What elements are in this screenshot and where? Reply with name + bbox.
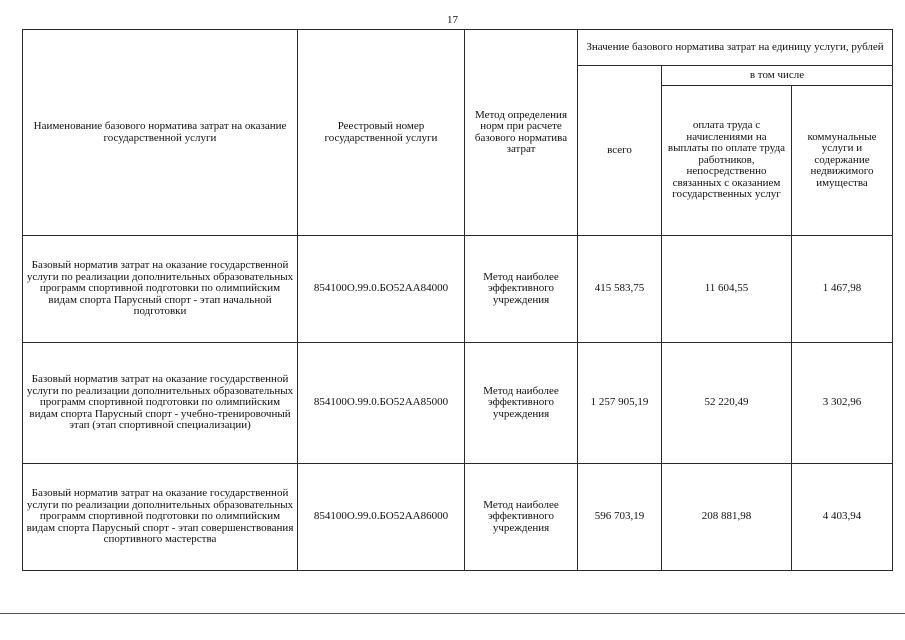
cell-method: Метод наиболее эффективного учреждения bbox=[465, 343, 578, 464]
cell-name: Базовый норматив затрат на оказание государственной услуги по реализации дополнительных образовательных программ спортивной подготовки по олимпийским видам спорта Парусный спорт - этап начальной подготовки bbox=[23, 236, 298, 343]
cell-name: Базовый норматив затрат на оказание государственной услуги по реализации дополнительных образовательных программ спортивной подготовки по олимпийским видам спорта Парусный спорт - этап совершенствования спортивного мастерства bbox=[23, 464, 298, 571]
header-row bbox=[23, 30, 893, 66]
table-row bbox=[23, 343, 893, 464]
table-row bbox=[23, 236, 893, 343]
cell-registry-number: 854100О.99.0.БО52АА85000 bbox=[298, 343, 465, 464]
page-number: 17 bbox=[447, 14, 458, 26]
cell-method: Метод наиболее эффективного учреждения bbox=[465, 236, 578, 343]
cell-name: Базовый норматив затрат на оказание государственной услуги по реализации дополнительных образовательных программ спортивной подготовки по олимпийским видам спорта Парусный спорт - учебно-тренировочный этап (этап спортивной специализации) bbox=[23, 343, 298, 464]
cell-utilities: 1 467,98 bbox=[792, 236, 893, 343]
cell-registry-number: 854100О.99.0.БО52АА86000 bbox=[298, 464, 465, 571]
cell-registry-number: 854100О.99.0.БО52АА84000 bbox=[298, 236, 465, 343]
cell-method: Метод наиболее эффективного учреждения bbox=[465, 464, 578, 571]
cell-labor: 208 881,98 bbox=[662, 464, 792, 571]
table-row bbox=[23, 464, 893, 571]
header-utilities: коммунальные услуги и содержание недвижимого имущества bbox=[792, 86, 893, 236]
cell-total: 415 583,75 bbox=[578, 236, 662, 343]
header-total: всего bbox=[578, 66, 662, 236]
header-registry-number: Реестровый номер государственной услуги bbox=[298, 30, 465, 236]
cell-labor: 11 604,55 bbox=[662, 236, 792, 343]
cost-norms-table bbox=[22, 29, 893, 571]
header-value-group: Значение базового норматива затрат на единицу услуги, рублей bbox=[578, 30, 893, 66]
cell-total: 596 703,19 bbox=[578, 464, 662, 571]
page-bottom-divider bbox=[0, 613, 905, 614]
cell-total: 1 257 905,19 bbox=[578, 343, 662, 464]
header-including: в том числе bbox=[662, 66, 893, 86]
header-name: Наименование базового норматива затрат на оказание государственной услуги bbox=[23, 30, 298, 236]
header-labor: оплата труда с начислениями на выплаты по оплате труда работников, непосредственно связанных с оказанием государственных услуг bbox=[662, 86, 792, 236]
header-method: Метод определения норм при расчете базового норматива затрат bbox=[465, 30, 578, 236]
cell-utilities: 4 403,94 bbox=[792, 464, 893, 571]
cell-utilities: 3 302,96 bbox=[792, 343, 893, 464]
cell-labor: 52 220,49 bbox=[662, 343, 792, 464]
